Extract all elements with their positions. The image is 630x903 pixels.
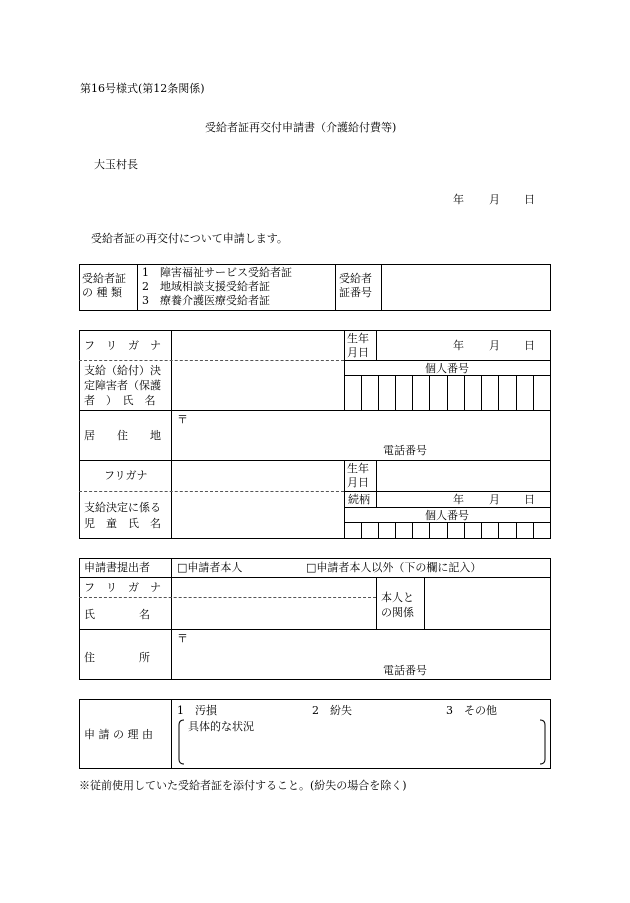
child-birth-year: 年 xyxy=(453,493,464,506)
applicant-phone-label: 電話番号 xyxy=(383,444,427,457)
cert-option-1[interactable]: 1 障害福祉サービス受給者証 xyxy=(142,266,292,279)
submitter-postal-mark: 〒 xyxy=(177,632,188,645)
submitter-furigana-field[interactable] xyxy=(173,580,373,596)
child-birth-label-1: 生年 xyxy=(347,462,369,475)
addressee: 大玉村長 xyxy=(94,158,138,171)
applicant-birth-day: 日 xyxy=(524,339,535,352)
applicant-address-field[interactable] xyxy=(190,414,540,442)
intro-text: 受給者証の再交付について申請します。 xyxy=(91,232,288,245)
child-name-field[interactable] xyxy=(173,494,341,537)
cert-number-field[interactable] xyxy=(383,266,549,309)
child-birth-label-2: 月日 xyxy=(347,476,369,489)
child-furigana-label: フリガナ xyxy=(104,469,148,482)
submitter-phone-label: 電話番号 xyxy=(383,664,427,677)
cert-option-3[interactable]: 3 療養介護医療受給者証 xyxy=(142,294,270,307)
reason-detail-label: 具体的な状況 xyxy=(188,720,254,733)
reason-option-lost[interactable]: 2 紛失 xyxy=(312,704,352,717)
submitter-option-other[interactable]: □申請者本人以外（下の欄に記入） xyxy=(306,561,482,574)
child-name-label-1: 支給決定に係る xyxy=(84,501,161,514)
cert-type-label-1: 受給者証 xyxy=(82,272,126,285)
applicant-furigana-field[interactable] xyxy=(173,333,341,359)
reason-detail-field[interactable] xyxy=(188,735,538,761)
applicant-name-label-3: 者 ） 氏 名 xyxy=(84,394,156,407)
submitter-address-field[interactable] xyxy=(190,633,540,661)
cert-number-label-2: 証番号 xyxy=(339,286,372,300)
applicant-furigana-label: フ リ ガ ナ xyxy=(84,339,161,352)
applicant-birth-label-2: 月日 xyxy=(347,346,369,359)
cert-option-2[interactable]: 2 地域相談支援受給者証 xyxy=(142,280,270,293)
applicant-name-label-2: 定障害者（保護 xyxy=(84,379,161,392)
child-my-number-label: 個人番号 xyxy=(425,509,469,522)
submitter-option-self[interactable]: □申請者本人 xyxy=(177,561,243,574)
date-month-label: 月 xyxy=(489,193,500,206)
submitter-address-label: 住 所 xyxy=(84,651,150,664)
cert-type-label-2: の 種 類 xyxy=(82,286,122,300)
reason-label: 申 請 の 理 由 xyxy=(84,728,153,741)
child-relation-label: 続柄 xyxy=(348,493,370,506)
date-year-label: 年 xyxy=(453,193,464,206)
reason-option-other[interactable]: 3 その他 xyxy=(446,704,497,717)
submitter-name-field[interactable] xyxy=(173,600,373,627)
submitter-relation-label-2: の関係 xyxy=(381,606,414,619)
child-name-label-2: 児 童 氏 名 xyxy=(84,517,161,530)
submitter-relation-field[interactable] xyxy=(426,580,549,627)
applicant-birth-label-1: 生年 xyxy=(347,332,369,345)
submitter-label: 申請書提出者 xyxy=(84,561,150,574)
reason-option-soiled[interactable]: 1 汚損 xyxy=(177,704,217,717)
applicant-postal-mark: 〒 xyxy=(177,413,188,426)
child-birth-day: 日 xyxy=(524,493,535,506)
child-birth-month: 月 xyxy=(489,493,500,506)
cert-number-label-1: 受給者 xyxy=(339,272,372,285)
applicant-name-label-1: 支給（給付）決 xyxy=(84,364,161,377)
submitter-name-label: 氏 名 xyxy=(84,608,150,621)
submitter-relation-label-1: 本人と xyxy=(381,591,414,604)
form-title: 受給者証再交付申請書（介護給付費等) xyxy=(205,121,397,134)
applicant-my-number-label: 個人番号 xyxy=(425,362,469,375)
applicant-address-label: 居 住 地 xyxy=(84,429,161,442)
form-number: 第16号様式(第12条関係) xyxy=(80,82,205,95)
submitter-furigana-label: フ リ ガ ナ xyxy=(84,581,161,594)
footnote: ※従前使用していた受給者証を添付すること。(紛失の場合を除く) xyxy=(79,779,407,792)
child-furigana-field[interactable] xyxy=(173,463,341,489)
applicant-name-field[interactable] xyxy=(173,363,341,408)
date-day-label: 日 xyxy=(524,193,535,206)
applicant-birth-month: 月 xyxy=(489,339,500,352)
applicant-birth-year: 年 xyxy=(453,339,464,352)
